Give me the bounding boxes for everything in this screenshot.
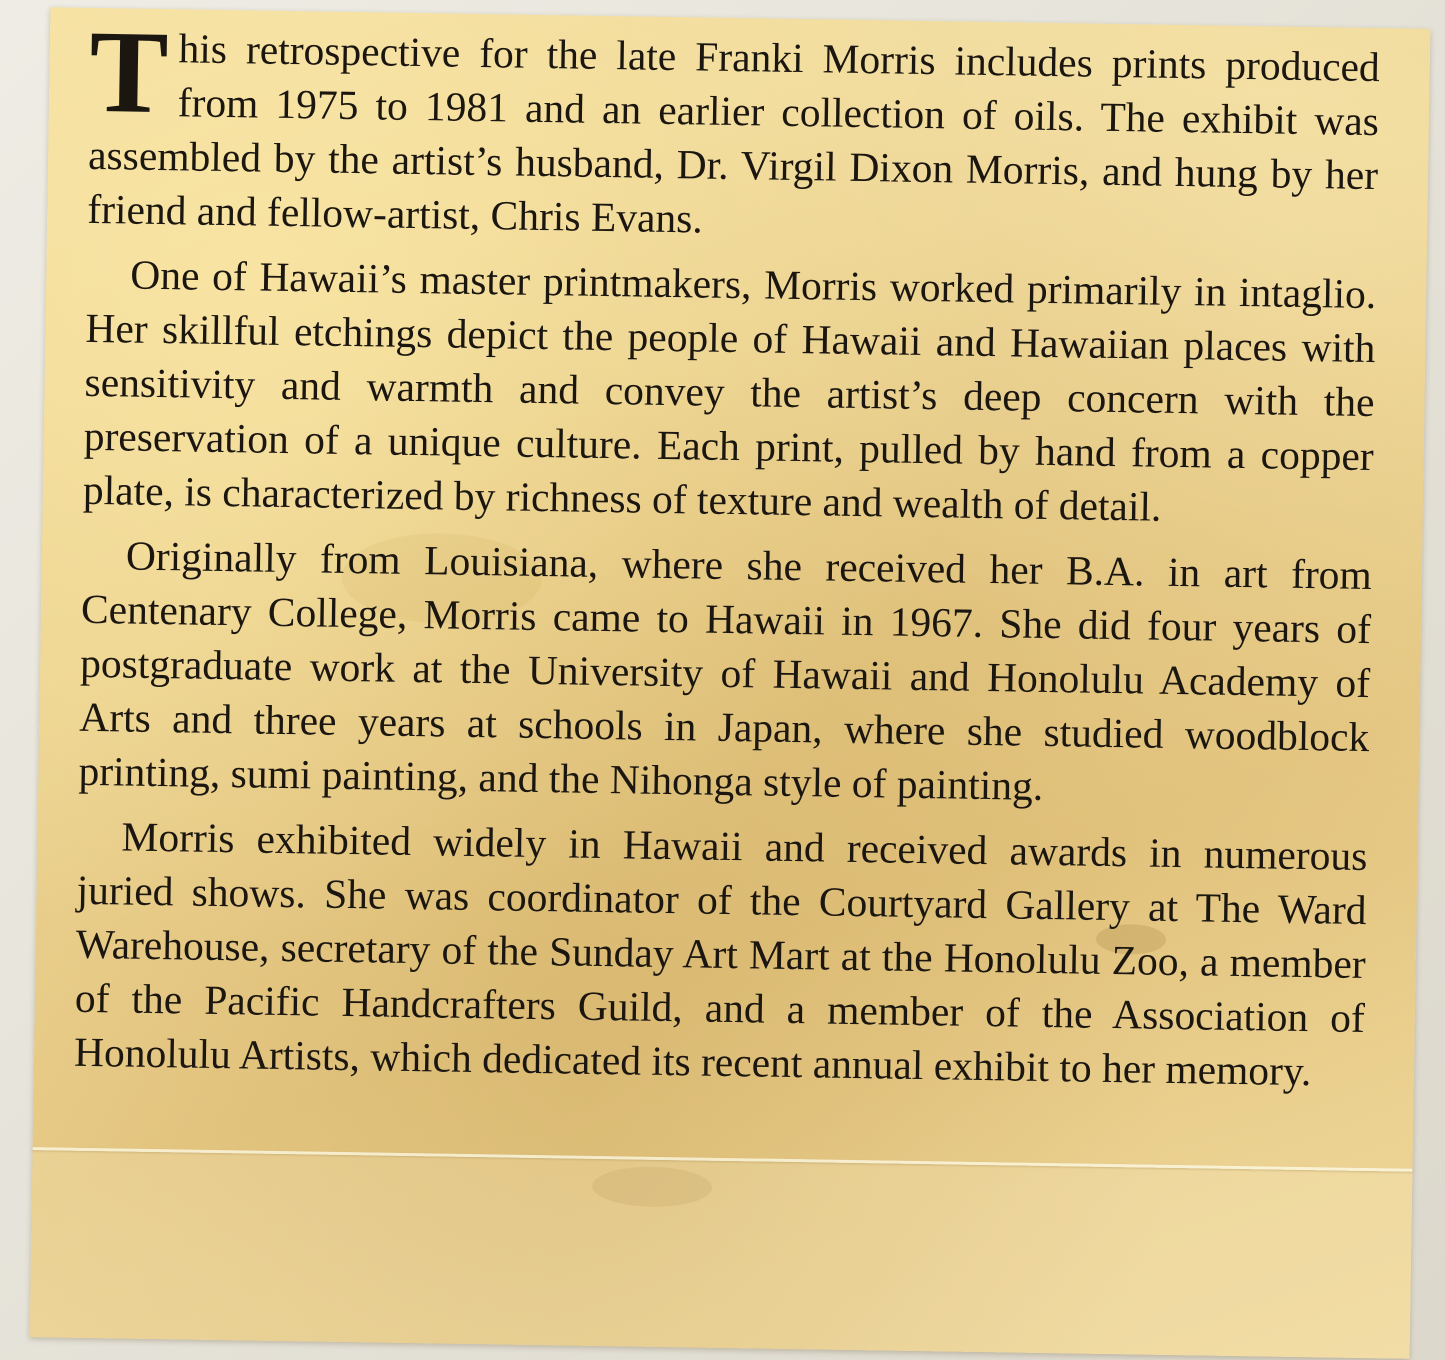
article-body xyxy=(73,5,1381,1110)
paragraph-1 xyxy=(87,5,1381,256)
paragraph-2: One of Hawaii’s master printmakers, Morris worked primarily in intaglio. Her skillful etchings depict the people of Hawaii and Hawaiian places with sensitivity and warmth and convey the artist’s deep concern with the preservation of a unique culture. Each print, pulled by hand from a copper plate, is characterized by richness of texture and wealth of detail. xyxy=(82,251,1377,530)
newspaper-clipping xyxy=(30,7,1431,1359)
tape-strip xyxy=(30,1150,1413,1359)
paragraph-3: Originally from Louisiana, where she received her B.A. in art from Centenary College, Morris came to Hawaii in 1967. She did four years of postgraduate work at the University of Hawaii and Honolulu Academy of Arts and three years at schools in Japan, where she studied woodblock printing, sumi painting, and the Nihonga style of painting. xyxy=(78,532,1373,809)
paragraph-1-text: his retrospective for the late Franki Morris includes prints produced from 1975 to 1981 and an earlier collection of oils. The exhibit was assembled by the artist’s husband, Dr. Virgil Dixon Morris, and hung by her friend and fellow-artist, Chris Evans. xyxy=(87,25,1381,242)
drop-cap: T xyxy=(88,5,170,139)
paragraph-4: Morris exhibited widely in Hawaii and received awards in numerous juried shows. She was coordinator of the Courtyard Gallery at The Ward Warehouse, secretary of the Sunday Art Mart at the Honolulu Zoo, a member of the Pacific Handcrafters Guild, and a member of the Association of Honolulu Artists, which dedicated its recent annual exhibit to her memory. xyxy=(73,813,1368,1095)
